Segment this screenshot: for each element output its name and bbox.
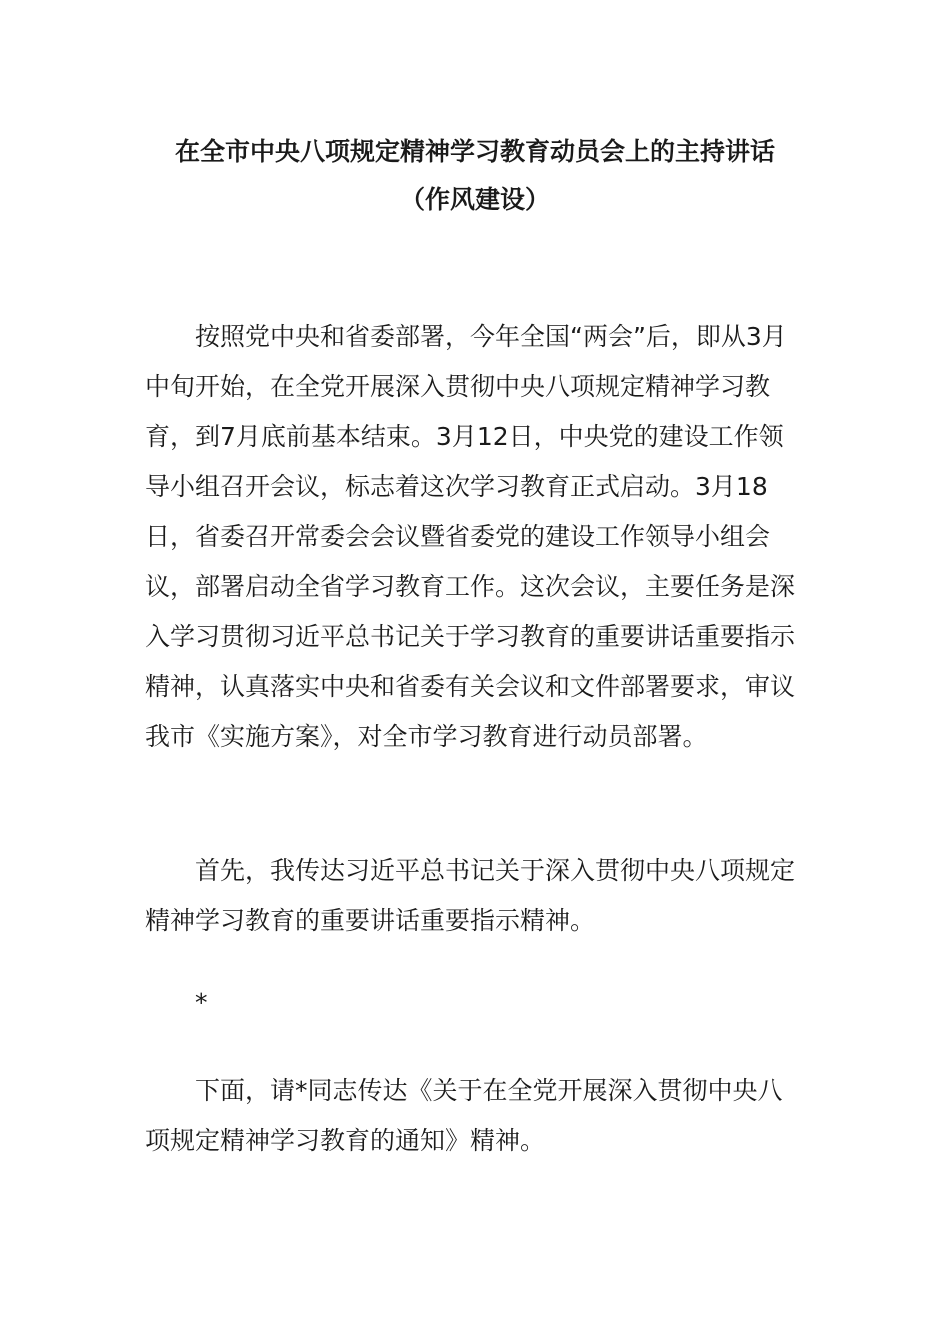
paragraph-first-item: 首先，我传达习近平总书记关于深入贯彻中央八项规定精神学习教育的重要讲话重要指示精神。 (145, 856, 796, 935)
document-subtitle: （作风建设） (399, 185, 550, 214)
paragraph-intro: 按照党中央和省委部署，今年全国“两会”后，即从3月中旬开始，在全党开展深入贯彻中央八项规定精神学习教育，到7月底前基本结束。3月12日，中央党的建设工作领导小组召开会议，标志着这次学习教育正式启动。3月18日，省委召开常委会会议暨省委党的建设工作领导小组会议，部署启动全省学习教育工作。这次会议，主要任务是深入学习贯彻习近平总书记关于学习教育的重要讲话重要指示精神，认真落实中央和省委有关会议和文件部署要求，审议我市《实施方案》，对全市学习教育进行动员部署。 (145, 322, 796, 751)
document-title: 在全市中央八项规定精神学习教育动员会上的主持讲话 (174, 137, 775, 166)
paragraph-next-item: 下面，请*同志传达《关于在全党开展深入贯彻中央八项规定精神学习教育的通知》精神。 (145, 1076, 783, 1155)
paragraph-placeholder: * (195, 988, 208, 1017)
